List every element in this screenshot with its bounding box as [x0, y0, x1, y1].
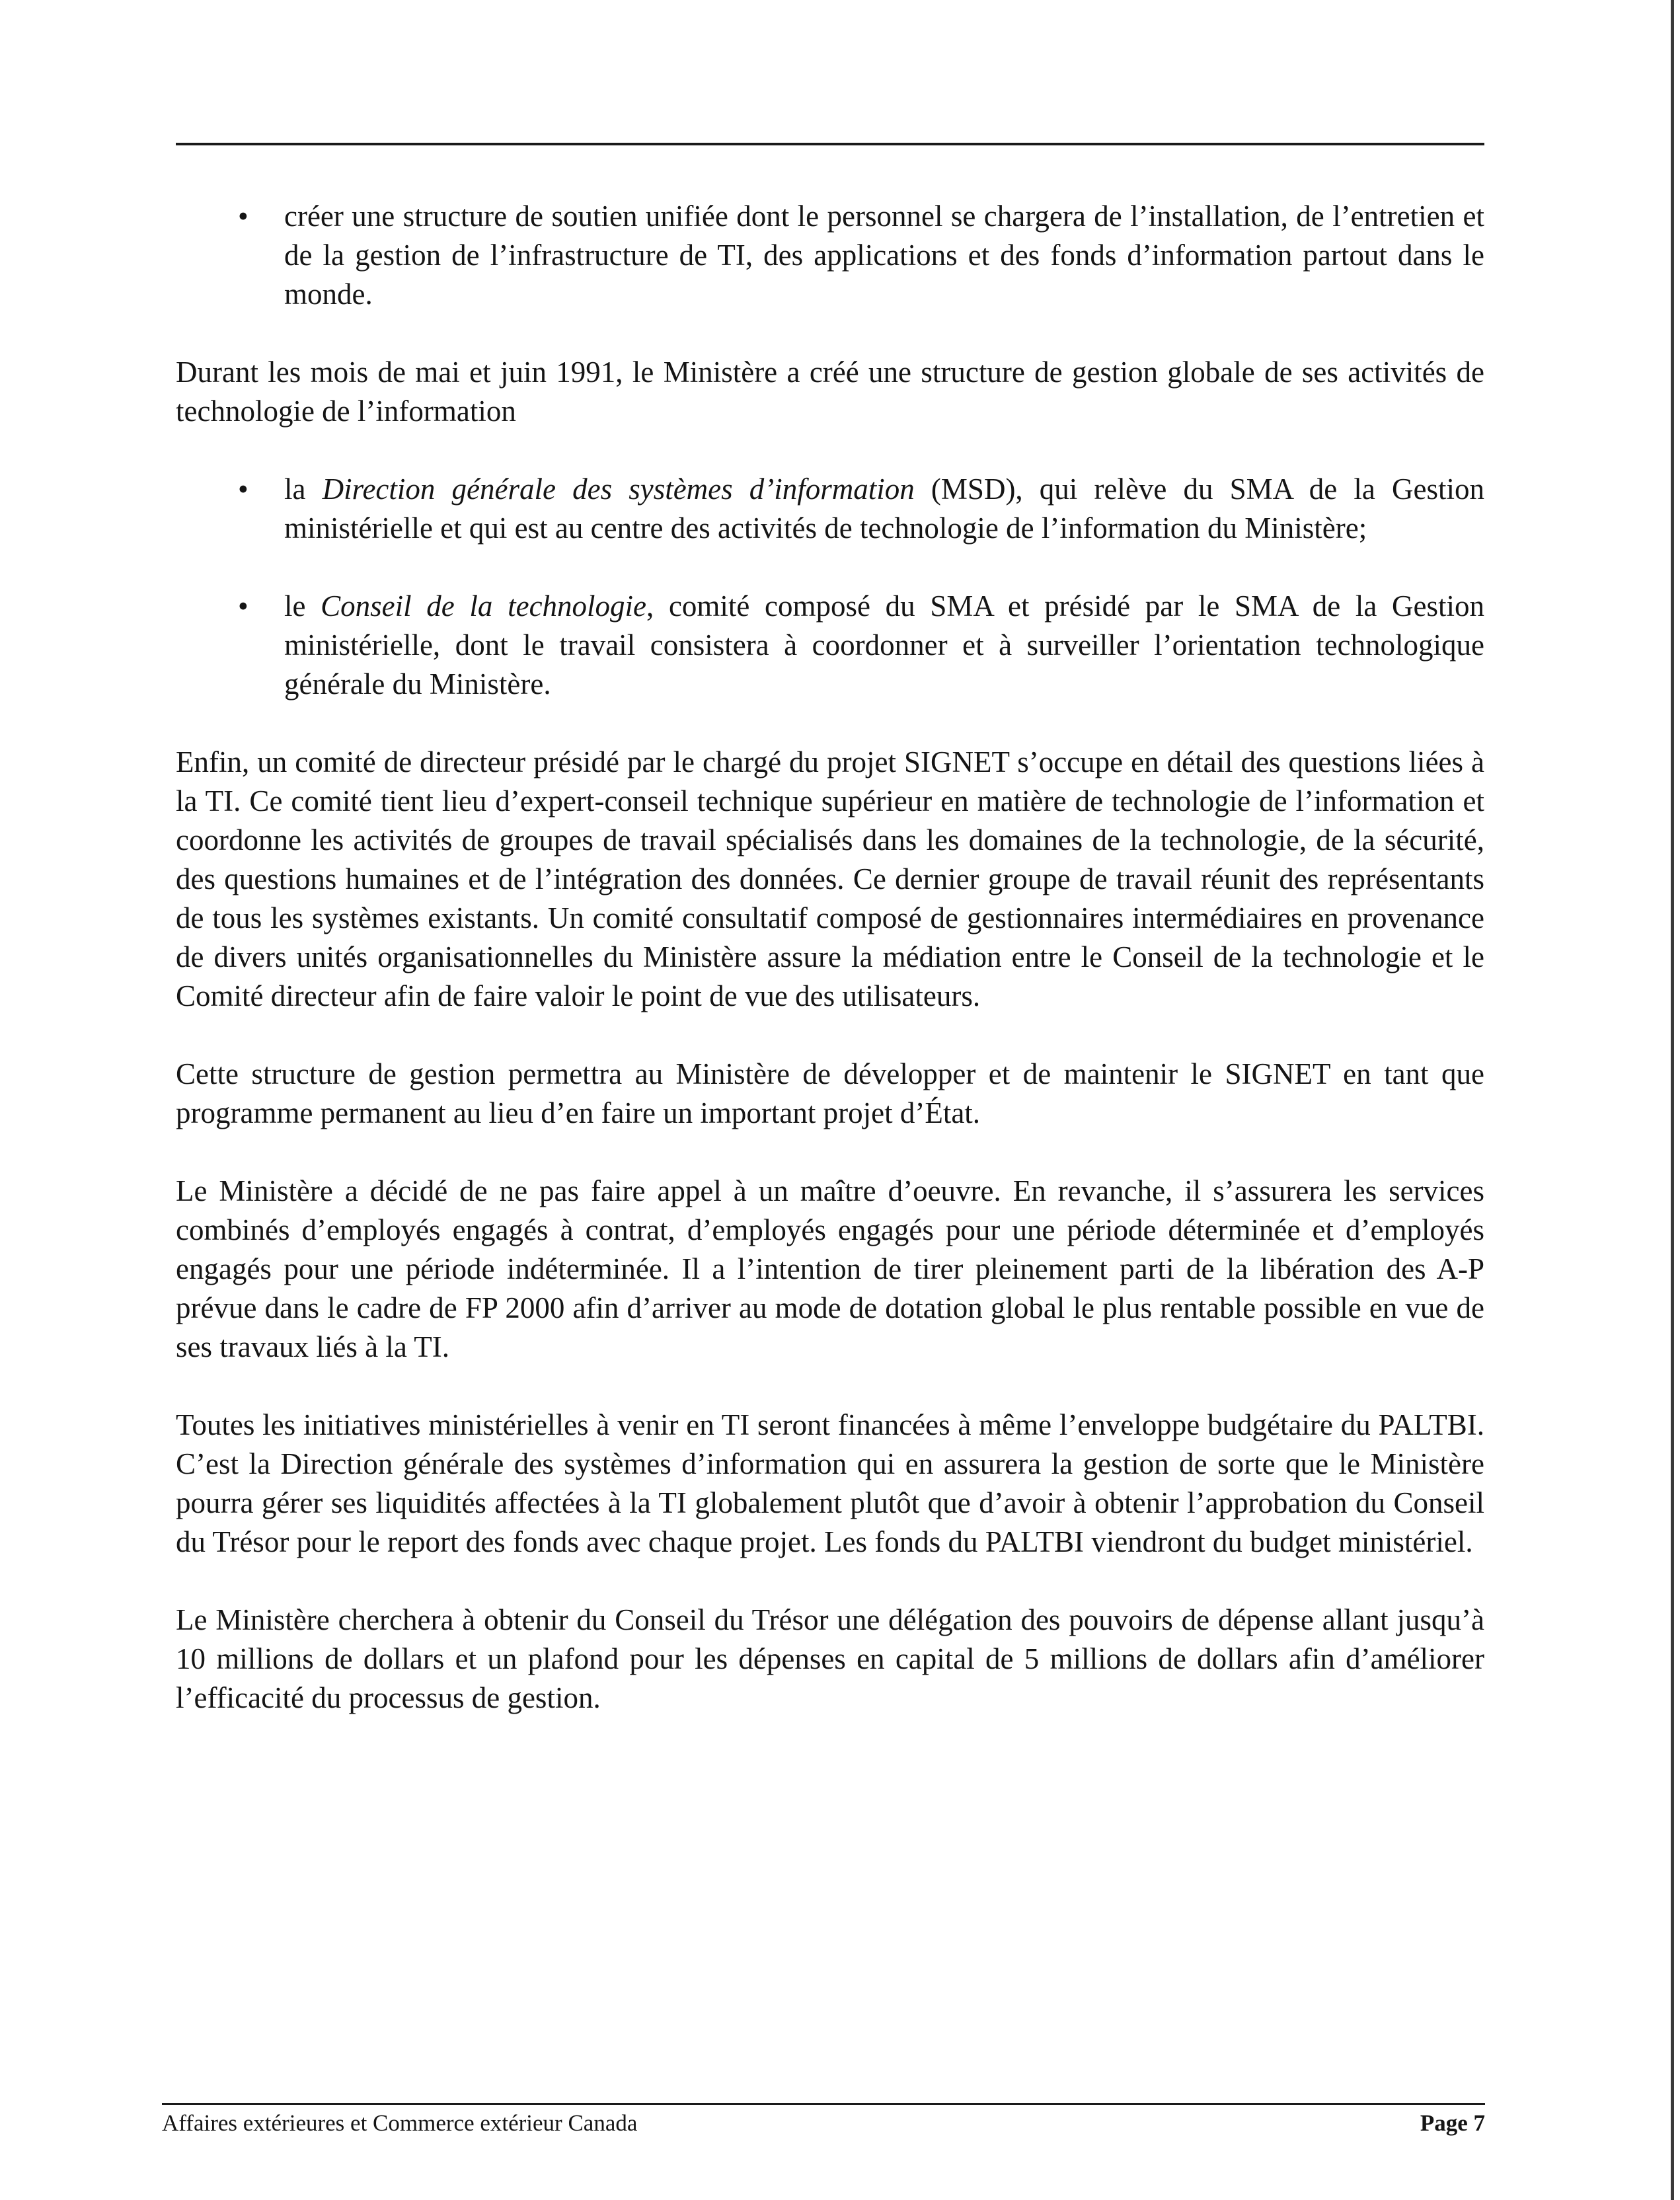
list-item-emphasis: Conseil de la technologie	[321, 589, 647, 623]
list-item-msd	[176, 470, 1484, 548]
paragraph-dotation: Le Ministère a décidé de ne pas faire appel à un maître d’oeuvre. En revanche, il s’assurera les services combinés d’employés engagés à contrat, d’employés engagés pour une période déterminée et d’employés engagés pour une période indéterminée. Il a l’intention de tirer pleinement parti de la libération des A-P prévue dans le cadre de FP 2000 afin d’arriver au mode de dotation global le plus rentable possible en vue de ses travaux liés à la TI.	[176, 1174, 1484, 1363]
list-item-conseil	[176, 587, 1484, 704]
paragraph-paltbi: Toutes les initiatives ministérielles à venir en TI seront financées à même l’enveloppe budgétaire du PALTBI. C’est la Direction générale des systèmes d’information qui en assurera la gestion de sorte que le Ministère pourra gérer ses liquidités affectées à la TI globalement plutôt que d’avoir à obtenir l’approbation du Conseil du Trésor pour le report des fonds avec chaque projet. Les fonds du PALTBI viendront du budget ministériel.	[176, 1408, 1484, 1558]
bullet-list-structure	[176, 470, 1484, 704]
page-edge-line	[1671, 0, 1674, 2200]
list-item-prefix: la	[284, 473, 323, 506]
document-body	[176, 197, 1484, 1757]
list-item-text: , comité composé du SMA et présidé par le SMA de la Gestion ministérielle, dont le travail consistera à coordonner et à surveiller l’orientation technologique générale du Ministère.	[284, 589, 1484, 701]
list-item-prefix: le	[284, 589, 321, 623]
header-rule	[176, 143, 1484, 145]
list-item	[176, 197, 1484, 314]
bullet-icon: •	[238, 589, 248, 623]
paragraph-delegation: Le Ministère cherchera à obtenir du Conseil du Trésor une délégation des pouvoirs de dépense allant jusqu’à 10 millions de dollars et un plafond pour les dépenses en capital de 5 millions de dollars afin d’améliorer l’efficacité du processus de gestion.	[176, 1603, 1484, 1714]
bullet-icon: •	[238, 473, 248, 506]
list-item-emphasis: Direction générale des systèmes d’information	[322, 473, 915, 506]
footer-organization: Affaires extérieures et Commerce extérieur Canada	[162, 2110, 638, 2136]
list-item-text: (MSD), qui relève du SMA de la Gestion ministérielle et qui est au centre des activités de technologie de l’information du Ministère;	[284, 473, 1484, 545]
bullet-icon: •	[238, 200, 248, 233]
list-item-text: créer une structure de soutien unifiée dont le personnel se chargera de l’installation, de l’entretien et de la gestion de l’infrastructure de TI, des applications et des fonds d’information partout dans le monde.	[284, 200, 1484, 311]
paragraph-structure: Durant les mois de mai et juin 1991, le Ministère a créé une structure de gestion globale de ses activités de technologie de l’information	[176, 356, 1484, 428]
paragraph-comite: Enfin, un comité de directeur présidé par le chargé du projet SIGNET s’occupe en détail des questions liées à la TI. Ce comité tient lieu d’expert-conseil technique supérieur en matière de technologie de l’information et coordonne les activités de groupes de travail spécialisés dans les domaines de la technologie, de la sécurité, des questions humaines et de l’intégration des données. Ce dernier groupe de travail réunit des représentants de tous les systèmes existants. Un comité consultatif composé de gestionnaires intermédiaires en provenance de divers unités organisationnelles du Ministère assure la médiation entre le Conseil de la technologie et le Comité directeur afin de faire valoir le point de vue des utilisateurs.	[176, 745, 1484, 1012]
page-number: Page 7	[1420, 2110, 1485, 2136]
bullet-list-top	[176, 197, 1484, 314]
footer-rule	[162, 2103, 1485, 2105]
paragraph-signet: Cette structure de gestion permettra au Ministère de développer et de maintenir le SIGNET en tant que programme permanent au lieu d’en faire un important projet d’État.	[176, 1057, 1484, 1129]
